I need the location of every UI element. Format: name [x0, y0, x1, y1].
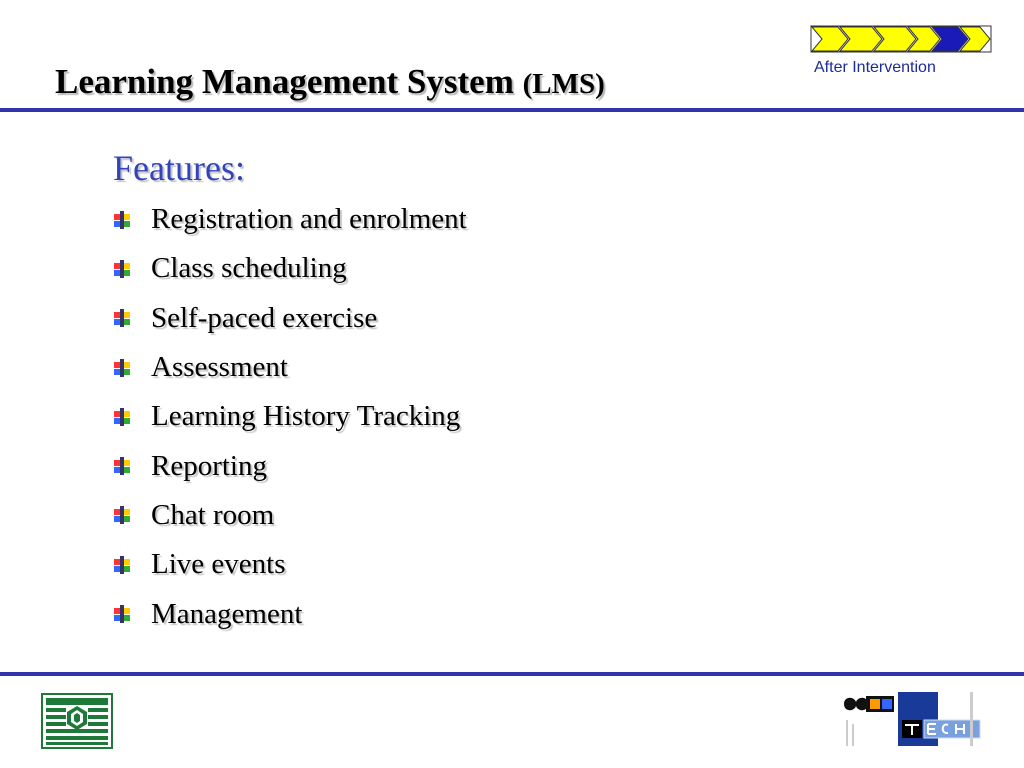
list-item-text: Class scheduling — [151, 252, 347, 285]
bullet-icon — [113, 506, 131, 524]
slide-title-main: Learning Management System — [55, 62, 514, 101]
list-item-text: Live events — [151, 548, 286, 581]
features-section — [113, 146, 467, 639]
list-item — [113, 244, 467, 293]
list-item-text: Reporting — [151, 449, 267, 482]
bullet-icon — [113, 211, 131, 229]
university-shield-logo — [40, 692, 114, 750]
list-item-text: Management — [151, 597, 303, 630]
slide-title-abbr: (LMS) — [522, 68, 605, 100]
list-item-text: Registration and enrolment — [151, 203, 467, 236]
list-item-text: Self-paced exercise — [151, 301, 378, 334]
slide-title — [55, 62, 605, 102]
features-heading: Features: — [113, 148, 245, 188]
bullet-icon — [113, 457, 131, 475]
list-item — [113, 540, 467, 589]
progress-label: After Intervention — [814, 59, 936, 76]
bullet-icon — [113, 605, 131, 623]
bullet-icon — [113, 260, 131, 278]
list-item-text: Chat room — [151, 498, 275, 531]
list-item — [113, 343, 467, 392]
list-item — [113, 491, 467, 540]
list-item — [113, 195, 467, 244]
bullet-icon — [113, 359, 131, 377]
bullet-icon — [113, 408, 131, 426]
bullet-icon — [113, 309, 131, 327]
bullet-icon — [113, 556, 131, 574]
features-list — [113, 195, 467, 639]
list-item — [113, 392, 467, 441]
list-item — [113, 441, 467, 490]
progress-chevrons — [810, 25, 992, 53]
list-item-text: Assessment — [151, 351, 288, 384]
list-item — [113, 294, 467, 343]
intech-logo — [842, 690, 984, 752]
title-divider — [0, 108, 1024, 112]
list-item-text: Learning History Tracking — [151, 400, 461, 433]
footer-divider — [0, 672, 1024, 676]
list-item — [113, 589, 467, 638]
